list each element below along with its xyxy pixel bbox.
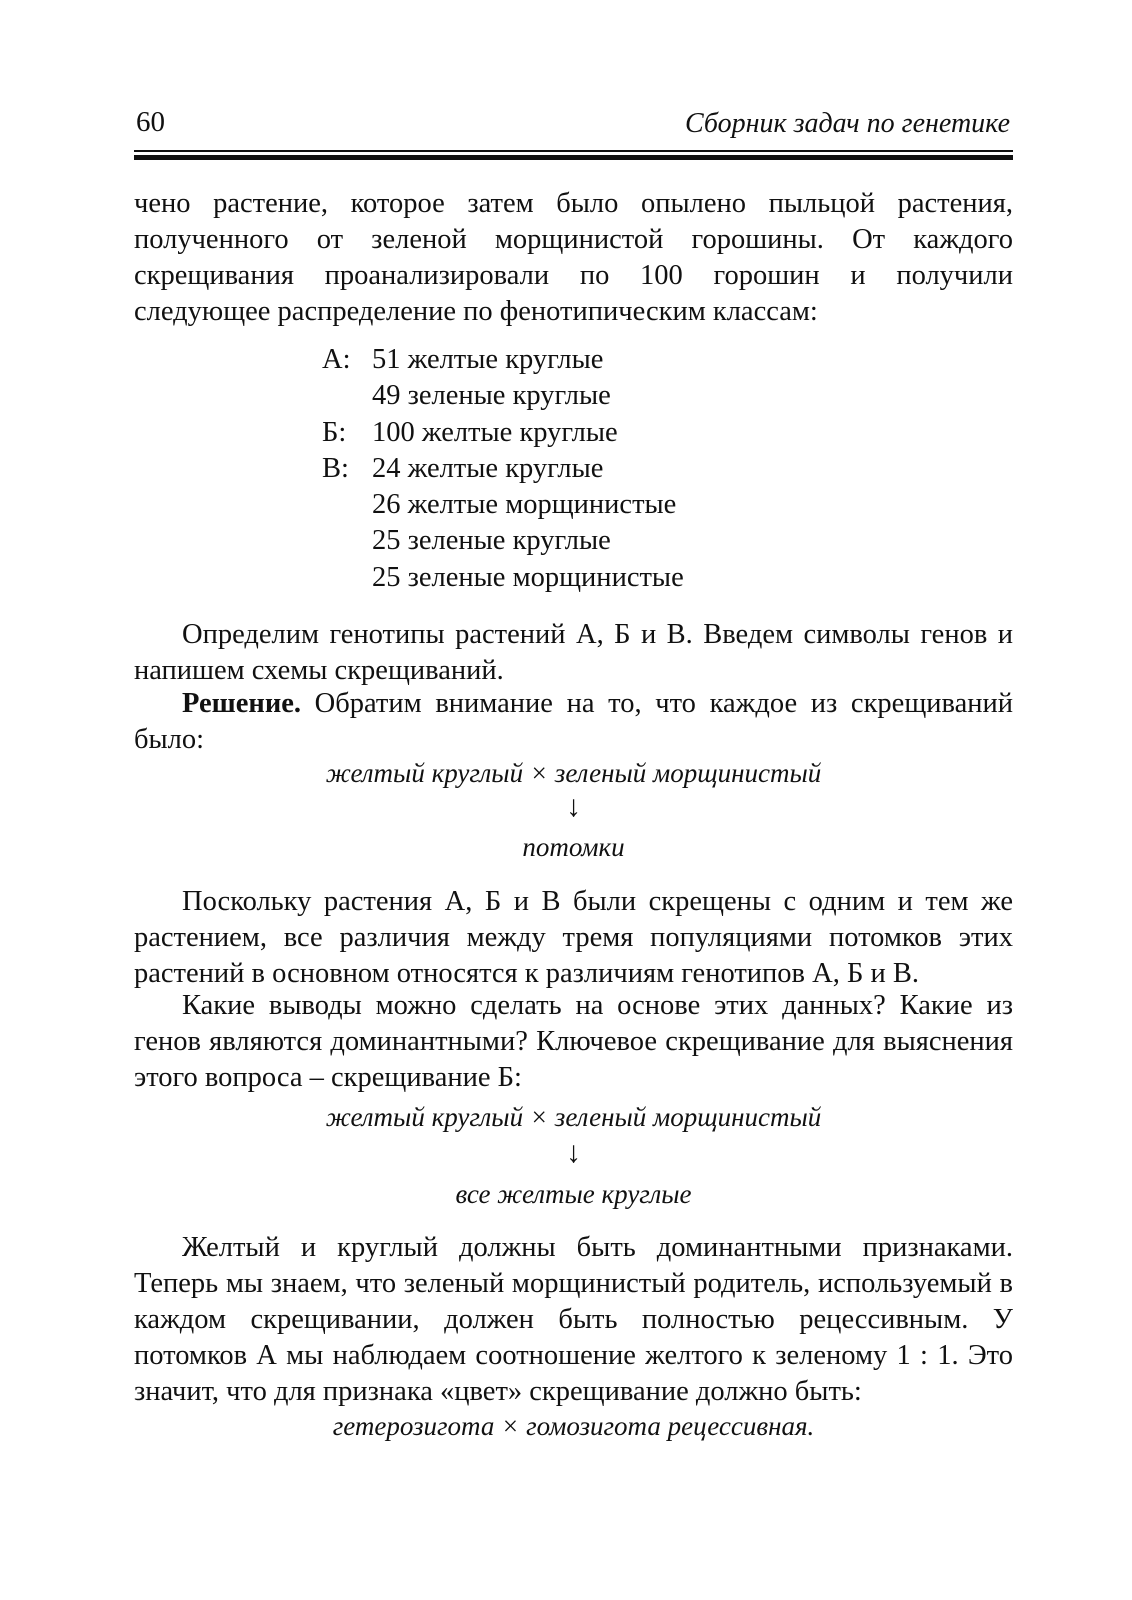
page-number: 60 (136, 106, 165, 138)
solution-text: Обратим внимание на то, что каждое из скрещиваний было: (134, 688, 1013, 755)
scheme1-cross: желтый круглый × зеленый морщинистый (325, 758, 822, 788)
result-value: 49 зеленые круглые (372, 380, 611, 412)
results-list (322, 342, 684, 596)
scheme1-arrow-icon: ↓ (566, 790, 581, 823)
result-row (322, 560, 684, 596)
result-row (322, 523, 684, 559)
result-row (322, 415, 684, 451)
result-row (322, 378, 684, 414)
result-value: 51 желтые круглые (372, 344, 604, 375)
result-row (322, 451, 684, 487)
scheme1-result: потомки (522, 832, 625, 862)
running-header-title: Сборник задач по генетике (685, 108, 1010, 139)
result-label: В: (322, 452, 349, 484)
result-value: 100 желтые круглые (372, 416, 618, 448)
result-value: 25 зеленые морщинистые (372, 561, 684, 593)
scheme3-cross: гетерозигота × гомозигота рецессивная. (332, 1411, 815, 1441)
result-label (322, 560, 372, 596)
result-row (322, 487, 684, 523)
result-value: 24 желтые круглые (372, 452, 604, 484)
result-row (322, 342, 684, 378)
paragraph-since: Поскольку растения А, Б и В были скрещены с одним и тем же растением, все различия между тремя популяциями потомков этих растений в основном относятся к различиям генотипов А, Б и В. (134, 886, 1013, 989)
result-value: 26 желтые морщинистые (372, 489, 677, 521)
result-label: А: (322, 344, 351, 375)
result-label: Б: (322, 416, 347, 448)
scheme2-cross: желтый круглый × зеленый морщинистый (325, 1102, 822, 1132)
paragraph-conclusions: Какие выводы можно сделать на основе этих данных? Какие из генов являются доминантными? Ключевое скрещивание для выяснения этого вопроса – скрещивание Б: (134, 990, 1013, 1093)
result-label (322, 487, 372, 523)
header-rule-thin (134, 150, 1013, 152)
scheme2-arrow-icon: ↓ (566, 1136, 581, 1169)
solution-paragraph (134, 686, 1013, 758)
result-label (322, 523, 372, 559)
header-rule-thick (134, 155, 1013, 160)
scheme2-result: все желтые круглые (455, 1179, 692, 1209)
result-label (322, 378, 372, 414)
solution-label: Решение. (182, 688, 302, 719)
task-paragraph: Определим генотипы растений А, Б и В. Введем символы генов и напишем схемы скрещиваний. (134, 619, 1013, 686)
paragraph-dominant: Желтый и круглый должны быть доминантными признаками. Теперь мы знаем, что зеленый морщинистый родитель, используемый в каждом скрещивании, должен быть полностью рецессивным. У потомков А мы наблюдаем соотношение желтого к зеленому 1 : 1. Это значит, что для признака «цвет» скрещивание должно быть: (134, 1232, 1013, 1407)
result-value: 25 зеленые круглые (372, 525, 611, 557)
intro-paragraph: чено растение, которое затем было опылено пыльцой растения, полученного от зеленой морщинистой горошины. От каждого скрещивания проанализировали по 100 горошин и получили следующее распределение по фенотипическим классам: (134, 188, 1013, 327)
